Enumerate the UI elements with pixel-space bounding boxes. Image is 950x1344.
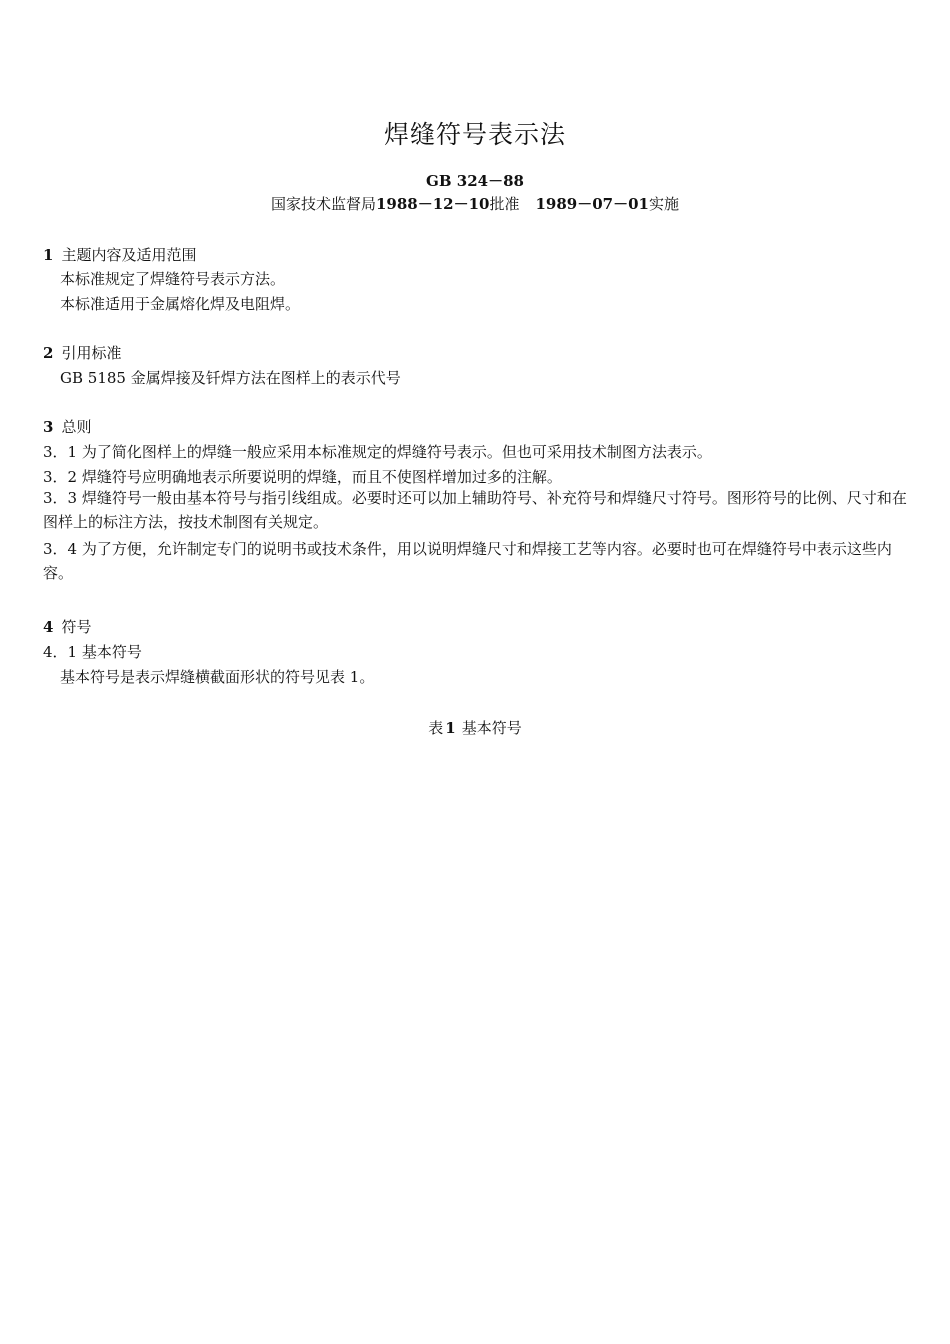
table-caption-text: 基本符号 [461, 719, 522, 737]
document-title: 焊缝符号表示法 [383, 120, 566, 149]
effective-label: 实施 [649, 195, 680, 213]
clause-3-1: 3．1 为了简化图样上的焊缝一般应采用本标准规定的焊缝符号表示。但也可采用技术制图方法表示。 [43, 443, 712, 461]
clause-3-2: 3．2 焊缝符号应明确地表示所要说明的焊缝，而且不使图样增加过多的注解。 [43, 468, 562, 486]
section-2-line-1: GB 5185 金属焊接及钎焊方法在图样上的表示代号 [60, 369, 401, 387]
section-heading-2 [43, 342, 908, 363]
section-title: 主题内容及适用范围 [61, 246, 197, 264]
section-heading-3 [43, 416, 908, 437]
section-heading-4 [43, 616, 908, 637]
section-1-line-2: 本标准适用于金属熔化焊及电阻焊。 [60, 295, 301, 313]
table-caption [0, 717, 950, 738]
clause-4-1-text: 基本符号是表示焊缝横截面形状的符号见表 1。 [60, 668, 375, 686]
approval-line [0, 193, 950, 214]
section-number: 3 [43, 418, 54, 436]
clause-3-4: 3．4 为了方便，允许制定专门的说明书或技术条件，用以说明焊缝尺寸和焊接工艺等内容。必要时也可在焊缝符号中表示这些内容。 [43, 540, 892, 582]
section-title: 符号 [61, 618, 92, 636]
table-caption-prefix: 表 [428, 719, 444, 737]
effective-date: 1989－07－01 [535, 195, 649, 213]
section-number: 1 [43, 246, 54, 264]
table-caption-number: 1 [445, 719, 456, 737]
section-1-line-1: 本标准规定了焊缝符号表示方法。 [60, 270, 286, 288]
clause-3-3: 3．3 焊缝符号一般由基本符号与指引线组成。必要时还可以加上辅助符号、补充符号和焊缝尺寸符号。图形符号的比例、尺寸和在图样上的标注方法，按技术制图有关规定。 [43, 489, 907, 531]
section-title: 总则 [61, 418, 92, 436]
approve-label: 批准 [489, 195, 520, 213]
approve-date: 1988－12－10 [375, 195, 490, 213]
clause-4-1-heading: 4．1 基本符号 [43, 643, 142, 661]
section-number: 2 [43, 344, 54, 362]
section-title: 引用标准 [61, 344, 122, 362]
section-heading-1 [43, 244, 908, 265]
approval-bureau: 国家技术监督局 [270, 195, 376, 213]
standard-code: GB 324－88 [426, 172, 524, 190]
section-number: 4 [43, 618, 54, 636]
